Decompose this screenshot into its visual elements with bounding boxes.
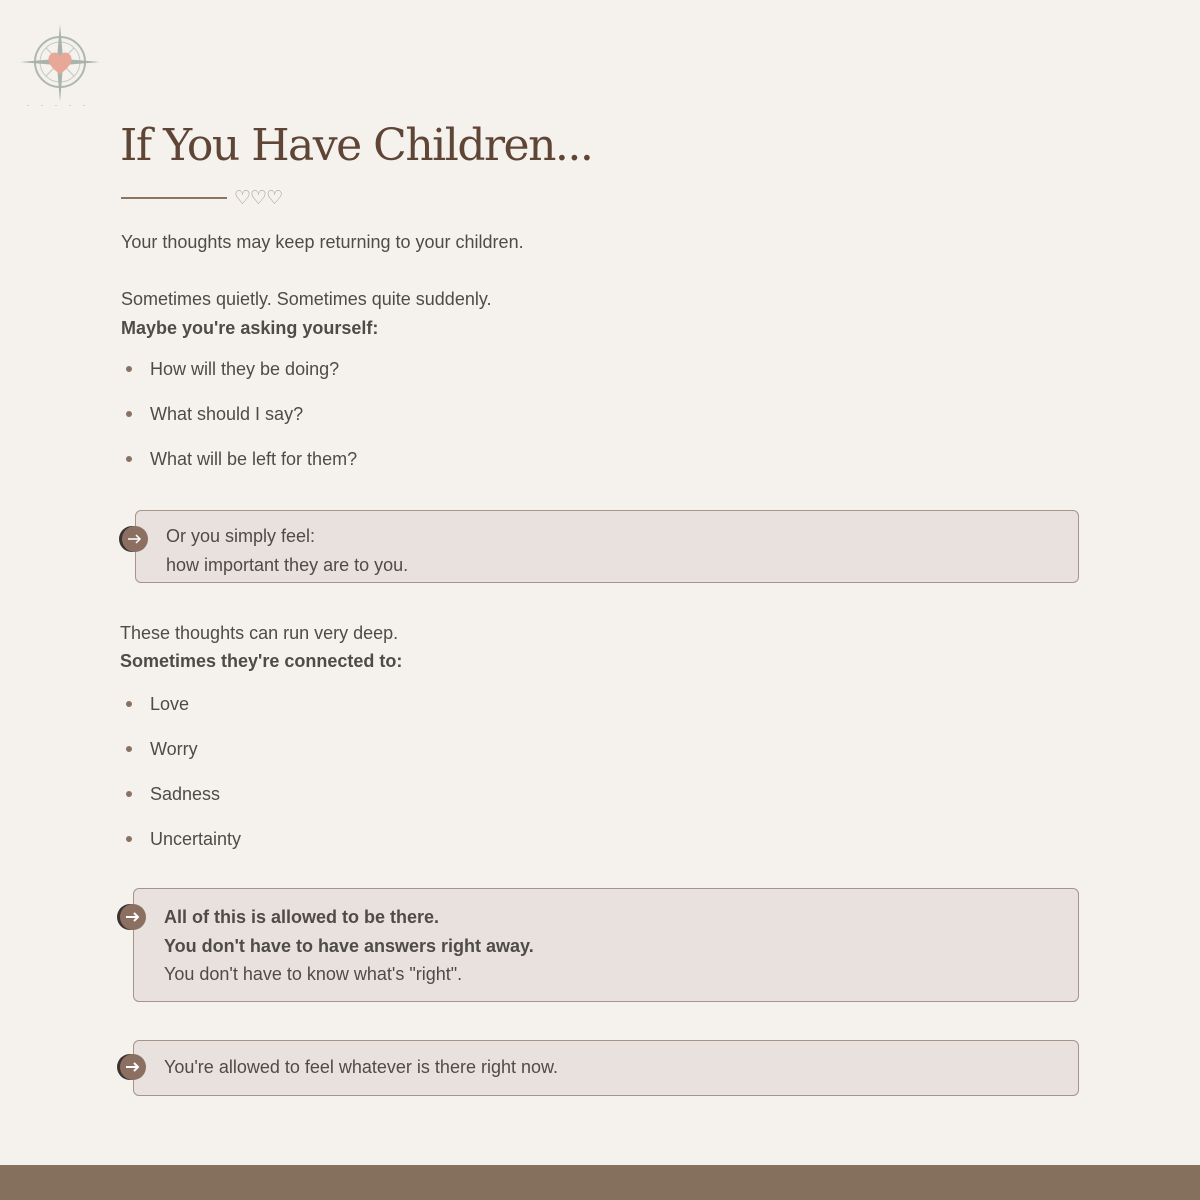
- arrow-right-icon: [120, 1054, 146, 1080]
- intro-text-secondary: Sometimes quietly. Sometimes quite suddenly.: [121, 289, 492, 309]
- footer-bar: [0, 1165, 1200, 1200]
- page-title: If You Have Children...: [120, 120, 593, 171]
- callout-text: how important they are to you.: [166, 555, 409, 575]
- list-item: [126, 736, 241, 781]
- callout-text: All of this is allowed to be there.: [164, 907, 440, 927]
- list-item-text: What should I say?: [150, 404, 304, 424]
- callout-text: You don't have to have answers right away.: [164, 936, 534, 956]
- list-item: [126, 446, 357, 491]
- callout-text: Or you simply feel:: [166, 526, 316, 546]
- list-item-text: Uncertainty: [150, 829, 242, 849]
- heart-outline-icons: ♡♡♡: [234, 187, 283, 209]
- bullet-dot: [126, 456, 132, 462]
- arrow-right-icon: [122, 526, 148, 552]
- emotions-list: [126, 691, 241, 871]
- question-lead: Maybe you're asking yourself:: [121, 318, 379, 338]
- bullet-dot: [126, 791, 132, 797]
- list-item-text: How will they be doing?: [150, 359, 340, 379]
- intro-text: Your thoughts may keep returning to your children.: [121, 232, 524, 252]
- bullet-dot: [126, 366, 132, 372]
- questions-list: [126, 356, 357, 491]
- deep-lead: Sometimes they're connected to:: [120, 651, 403, 671]
- bullet-dot: [126, 746, 132, 752]
- list-item: [126, 356, 357, 401]
- list-item-text: Love: [150, 694, 190, 714]
- list-item-text: Worry: [150, 739, 198, 759]
- bullet-dot: [126, 836, 132, 842]
- deep-text: These thoughts can run very deep.: [120, 623, 399, 643]
- list-item: [126, 826, 241, 871]
- compass-heart-icon: [18, 22, 102, 106]
- callout-allowed: [133, 888, 1079, 1002]
- callout-text: You don't have to know what's "right".: [164, 964, 463, 984]
- list-item: [126, 781, 241, 826]
- list-item-text: What will be left for them?: [150, 449, 358, 469]
- arrow-right-icon: [120, 904, 146, 930]
- list-item: [126, 401, 357, 446]
- callout-text: You're allowed to feel whatever is there right now.: [164, 1057, 559, 1077]
- callout-feel: [135, 510, 1079, 583]
- callout-final: [133, 1040, 1079, 1096]
- bullet-dot: [126, 701, 132, 707]
- list-item: [126, 691, 241, 736]
- bullet-dot: [126, 411, 132, 417]
- title-divider: [121, 186, 282, 210]
- list-item-text: Sadness: [150, 784, 221, 804]
- divider-line: [121, 197, 227, 199]
